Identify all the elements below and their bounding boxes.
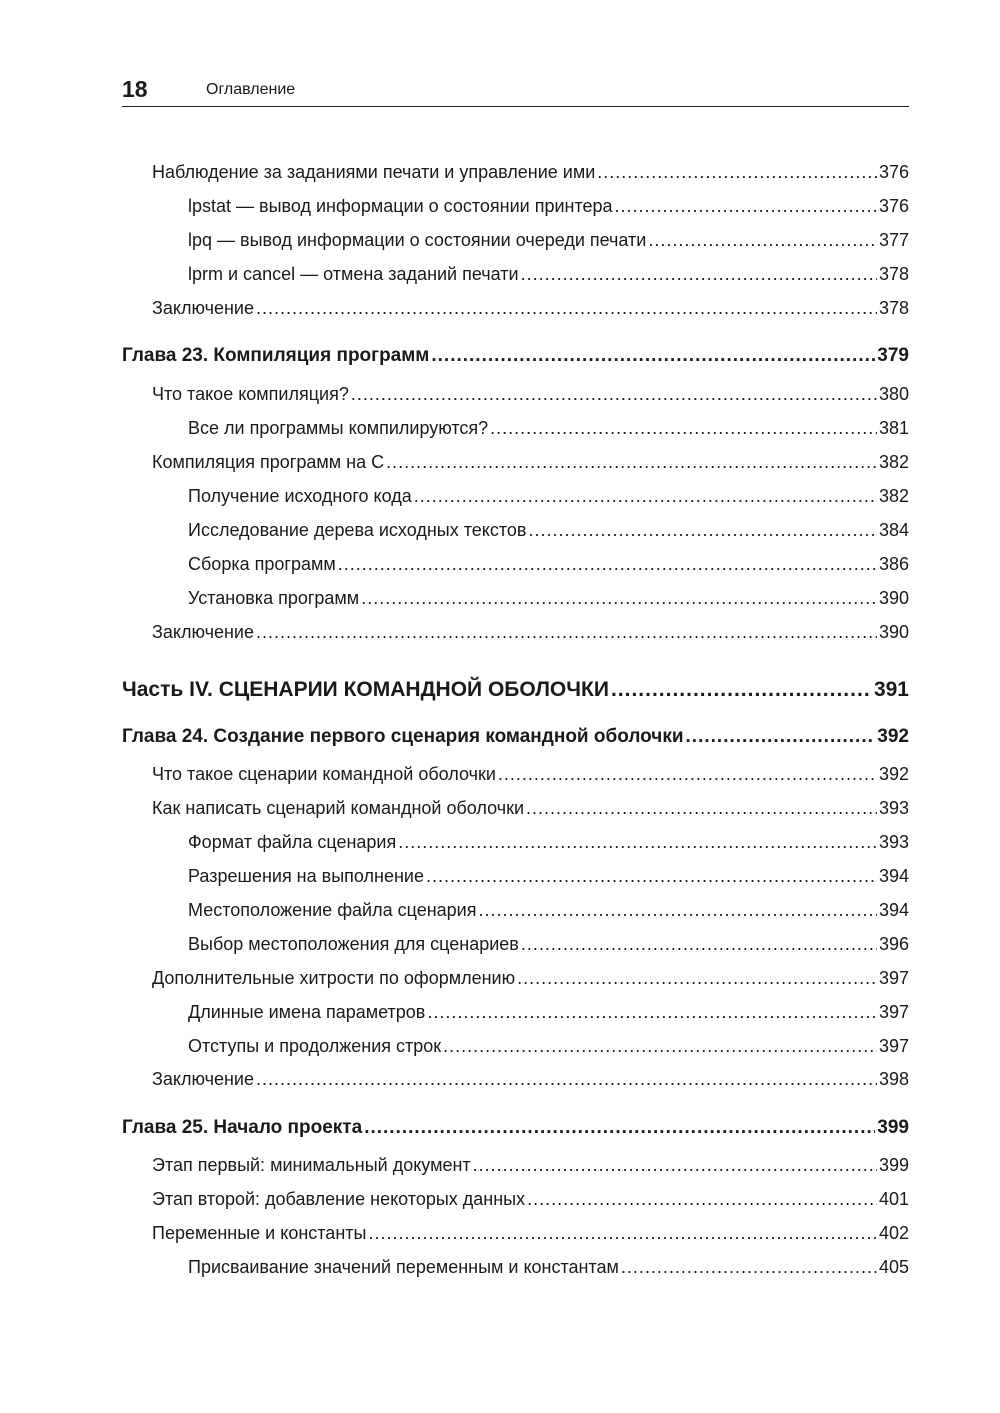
toc-entry (122, 553, 909, 575)
toc-entry-title: Все ли программы компилируются? (188, 418, 489, 438)
dot-leader (351, 383, 877, 405)
toc-entry-page: 391 (873, 678, 909, 701)
dot-leader (528, 519, 877, 541)
toc-entry-page: 399 (878, 1155, 909, 1175)
toc-entry-title: lpstat — вывод информации о состоянии принтера (188, 196, 613, 216)
dot-leader (256, 297, 877, 319)
toc-entry (122, 763, 909, 785)
toc-entry-title: Компиляция программ на C (152, 452, 385, 472)
page-number: 18 (122, 76, 148, 102)
toc-entry-page: 376 (878, 162, 909, 182)
toc-part-entry (122, 679, 909, 701)
toc-entry-page: 382 (878, 486, 909, 506)
dot-leader (517, 967, 877, 989)
running-header (122, 74, 909, 107)
toc-entry-title: Заключение (152, 298, 254, 318)
dot-leader (521, 263, 877, 285)
toc-entry-title: Присваивание значений переменным и константам (188, 1257, 619, 1277)
dot-leader (686, 726, 876, 748)
toc-entry-title: Местоположение файла сценария (188, 900, 477, 920)
toc-entry-page: 397 (878, 1036, 909, 1056)
toc-entry-title: Выбор местоположения для сценариев (188, 934, 519, 954)
toc-entry-title: lprm и cancel — отмена заданий печати (188, 264, 519, 284)
toc-entry (122, 1035, 909, 1057)
dot-leader (256, 1068, 877, 1090)
running-title: Оглавление (206, 81, 296, 98)
toc-entry-page: 392 (877, 726, 909, 747)
toc-entry (122, 383, 909, 405)
toc-entry (122, 229, 909, 251)
dot-leader (611, 679, 872, 701)
toc-entry-title: Получение исходного кода (188, 486, 412, 506)
dot-leader (414, 485, 877, 507)
toc-entry-title: Отступы и продолжения строк (188, 1036, 442, 1056)
toc-entry-page: 394 (878, 866, 909, 886)
toc-entry-title: Глава 23. Компиляция программ (122, 345, 430, 366)
toc-entry (122, 621, 909, 643)
toc-entry (122, 417, 909, 439)
toc-entry-page: 392 (878, 764, 909, 784)
toc-entry-page: 401 (878, 1189, 909, 1209)
dot-leader (490, 417, 877, 439)
toc-entry-page: 398 (878, 1069, 909, 1089)
toc-entry (122, 899, 909, 921)
toc-entry-title: Часть IV. СЦЕНАРИИ КОМАНДНОЙ ОБОЛОЧКИ (122, 678, 609, 701)
toc-entry-title: Формат файла сценария (188, 832, 397, 852)
toc-entry-title: Глава 24. Создание первого сценария командной оболочки (122, 726, 684, 747)
toc-entry-page: 381 (878, 418, 909, 438)
dot-leader (361, 587, 877, 609)
toc-entry-page: 405 (878, 1257, 909, 1277)
toc-entry-title: Что такое сценарии командной оболочки (152, 764, 496, 784)
toc-entry-title: Разрешения на выполнение (188, 866, 424, 886)
toc-entry (122, 1188, 909, 1210)
toc-entry-title: Наблюдение за заданиями печати и управление ими (152, 162, 596, 182)
dot-leader (256, 621, 877, 643)
toc-entry-page: 397 (878, 1002, 909, 1022)
dot-leader (338, 553, 877, 575)
dot-leader (427, 1001, 877, 1023)
toc-entry (122, 967, 909, 989)
toc-entry-title: Переменные и константы (152, 1223, 367, 1243)
toc-entry-page: 379 (877, 345, 909, 366)
toc-entry-title: Длинные имена параметров (188, 1002, 426, 1022)
toc-entry-title: Этап первый: минимальный документ (152, 1155, 471, 1175)
toc-entry (122, 831, 909, 853)
toc-entry-title: Как написать сценарий командной оболочки (152, 798, 525, 818)
toc-entry (122, 485, 909, 507)
toc-entry (122, 1256, 909, 1278)
toc-entry-page: 402 (878, 1223, 909, 1243)
toc-entry (122, 195, 909, 217)
dot-leader (426, 865, 877, 887)
toc-chapter-entry (122, 726, 909, 748)
toc-entry (122, 1001, 909, 1023)
dot-leader (364, 1117, 875, 1139)
toc-entry-page: 382 (878, 452, 909, 472)
toc-entry (122, 587, 909, 609)
toc-entry (122, 519, 909, 541)
toc-entry (122, 451, 909, 473)
toc-entry-page: 394 (878, 900, 909, 920)
dot-leader (431, 345, 875, 367)
toc-entry-title: Установка программ (188, 588, 360, 608)
dot-leader (521, 933, 877, 955)
toc-chapter-entry (122, 345, 909, 367)
toc-entry-title: Исследование дерева исходных текстов (188, 520, 527, 540)
toc-chapter-entry (122, 1117, 909, 1139)
dot-leader (368, 1222, 877, 1244)
toc-entry (122, 263, 909, 285)
toc-entry-title: Заключение (152, 1069, 254, 1089)
dot-leader (398, 831, 877, 853)
toc-entry-page: 399 (877, 1117, 909, 1138)
toc-entry (122, 1222, 909, 1244)
toc-entry (122, 865, 909, 887)
toc-entry-title: Дополнительные хитрости по оформлению (152, 968, 516, 988)
toc-entry-title: lpq — вывод информации о состоянии очереди печати (188, 230, 647, 250)
toc-entry-title: Сборка программ (188, 554, 336, 574)
toc-entry-page: 378 (878, 298, 909, 318)
toc-entry (122, 1154, 909, 1176)
dot-leader (443, 1035, 877, 1057)
toc-entry-title: Глава 25. Начало проекта (122, 1117, 363, 1138)
toc-entry-page: 384 (878, 520, 909, 540)
toc-entry-title: Что такое компиляция? (152, 384, 349, 404)
toc-entry (122, 297, 909, 319)
toc-entry-page: 377 (878, 230, 909, 250)
dot-leader (621, 1256, 877, 1278)
dot-leader (597, 161, 877, 183)
dot-leader (648, 229, 877, 251)
toc-entry-page: 378 (878, 264, 909, 284)
dot-leader (615, 195, 877, 217)
dot-leader (526, 797, 877, 819)
dot-leader (386, 451, 877, 473)
toc-entry-page: 397 (878, 968, 909, 988)
toc-entry-page: 376 (878, 196, 909, 216)
toc-entry (122, 797, 909, 819)
toc-entry (122, 933, 909, 955)
dot-leader (498, 763, 877, 785)
toc-entry-page: 393 (878, 832, 909, 852)
toc-entry-page: 393 (878, 798, 909, 818)
toc-entry-page: 380 (878, 384, 909, 404)
toc-entry-page: 386 (878, 554, 909, 574)
toc-entry-page: 390 (878, 622, 909, 642)
toc-entry-title: Заключение (152, 622, 254, 642)
dot-leader (527, 1188, 877, 1210)
toc-entry-title: Этап второй: добавление некоторых данных (152, 1189, 526, 1209)
toc-entry (122, 161, 909, 183)
toc-entry-page: 396 (878, 934, 909, 954)
dot-leader (473, 1154, 877, 1176)
toc-entry-page: 390 (878, 588, 909, 608)
toc-entry (122, 1068, 909, 1090)
dot-leader (478, 899, 876, 921)
